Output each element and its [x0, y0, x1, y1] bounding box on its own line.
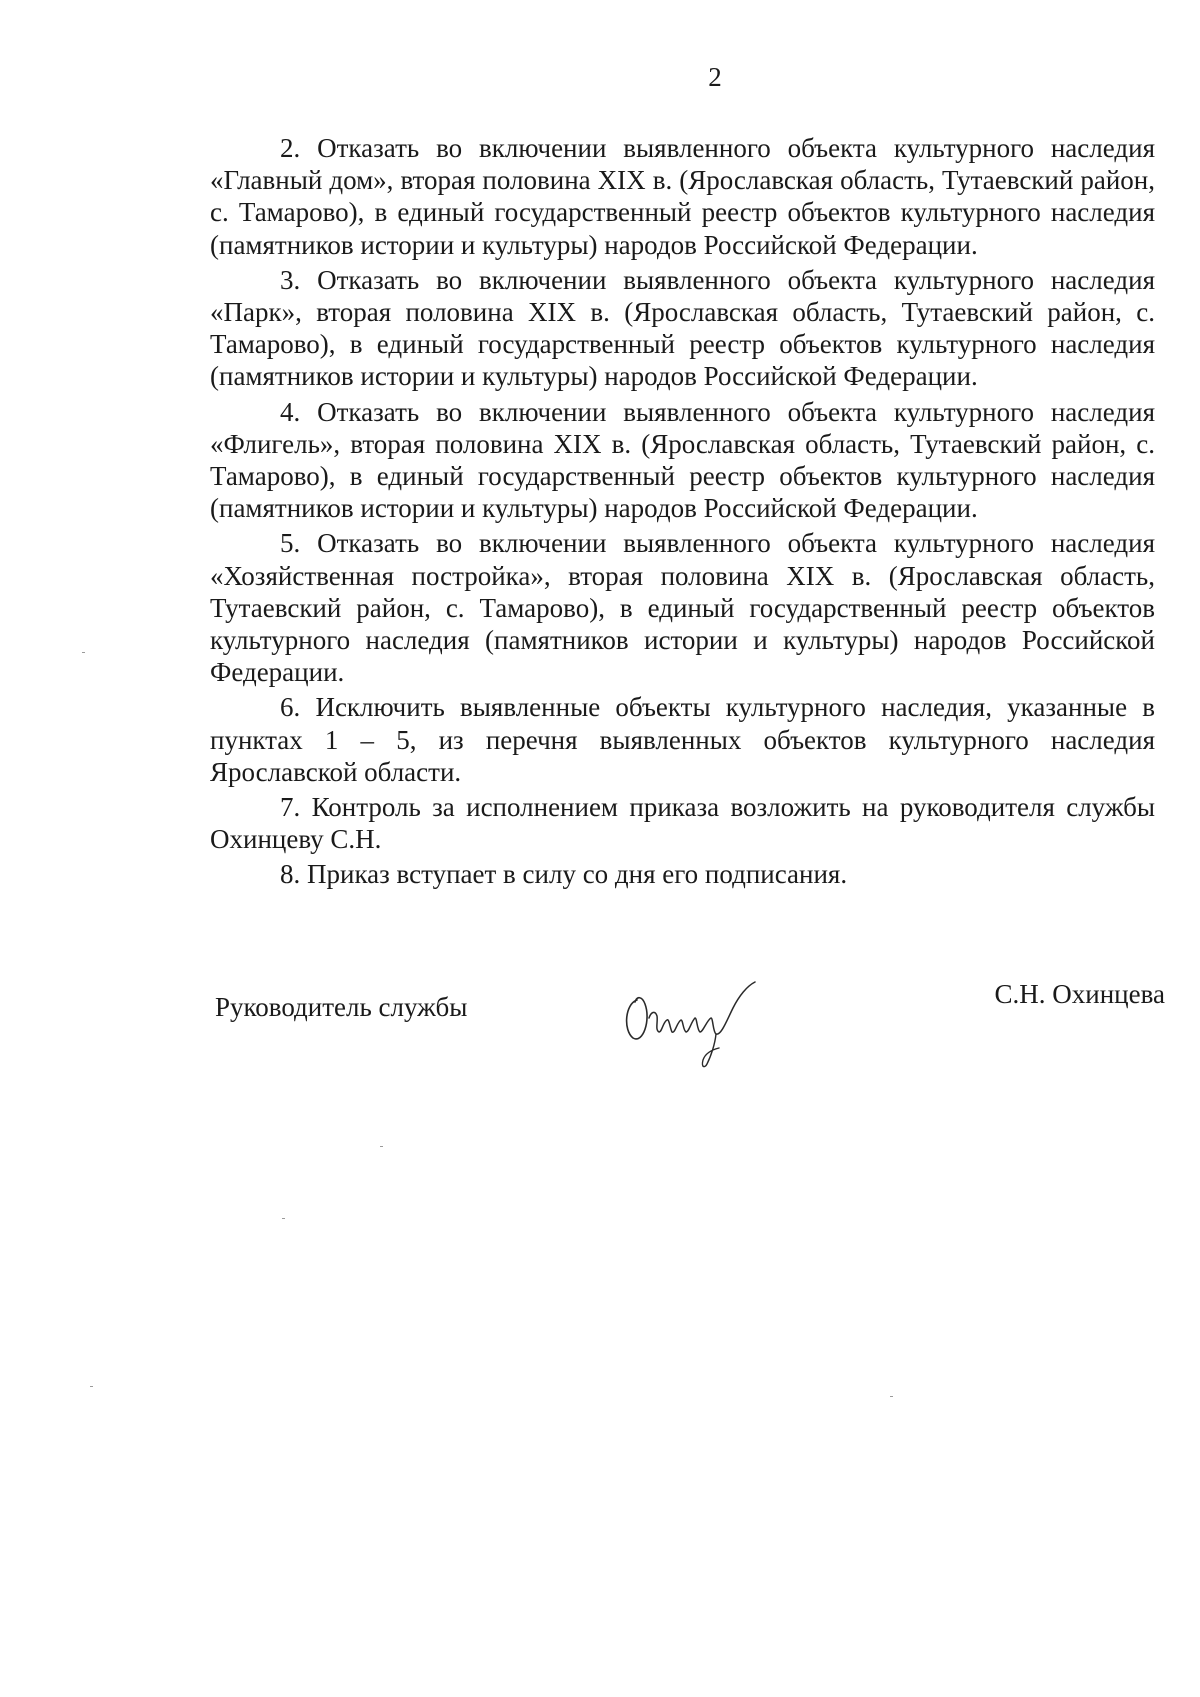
- handwritten-signature: [615, 960, 775, 1070]
- scan-speck: [90, 1386, 93, 1387]
- signature-block: [215, 960, 1165, 1080]
- scan-speck: [282, 1218, 285, 1219]
- page-number: 2: [708, 62, 722, 92]
- scan-speck: [890, 1396, 893, 1397]
- paragraph-5: 5. Отказать во включении выявленного объекта культурного наследия «Хозяйственная постройка», вторая половина XIX в. (Ярославская область, Тутаевский район, с. Тамарово), в единый государственный реестр объектов культурного наследия (памятников истории и культуры) народов Российской Федерации.: [210, 528, 1155, 688]
- signatory-name: С.Н. Охинцева: [994, 979, 1165, 1009]
- paragraph-8: 8. Приказ вступает в силу со дня его подписания.: [280, 859, 848, 890]
- signatory-title: Руководитель службы: [215, 992, 468, 1022]
- paragraph-2: 2. Отказать во включении выявленного объекта культурного наследия «Главный дом», вторая половина XIX в. (Ярославская область, Тутаевский район, с. Тамарово), в единый государственный реестр объектов культурного наследия (памятников истории и культуры) народов Российской Федерации.: [210, 133, 1155, 260]
- document-body: [210, 132, 1155, 894]
- paragraph-3: 3. Отказать во включении выявленного объекта культурного наследия «Парк», вторая половина XIX в. (Ярославская область, Тутаевский район, с. Тамарово), в единый государственный реестр объектов культурного наследия (памятников истории и культуры) народов Российской Федерации.: [210, 264, 1155, 392]
- paragraph-6: 6. Исключить выявленные объекты культурного наследия, указанные в пунктах 1 – 5, из перечня выявленных объектов культурного наследия Ярославской области.: [210, 692, 1155, 787]
- paragraph-7: 7. Контроль за исполнением приказа возложить на руководителя службы Охинцеву С.Н.: [210, 792, 1155, 855]
- paragraph-4: 4. Отказать во включении выявленного объекта культурного наследия «Флигель», вторая половина XIX в. (Ярославская область, Тутаевский район, с. Тамарово), в единый государственный реестр объектов культурного наследия (памятников истории и культуры) народов Российской Федерации.: [210, 396, 1155, 524]
- scan-speck: [82, 652, 85, 653]
- scan-speck: [380, 1146, 383, 1147]
